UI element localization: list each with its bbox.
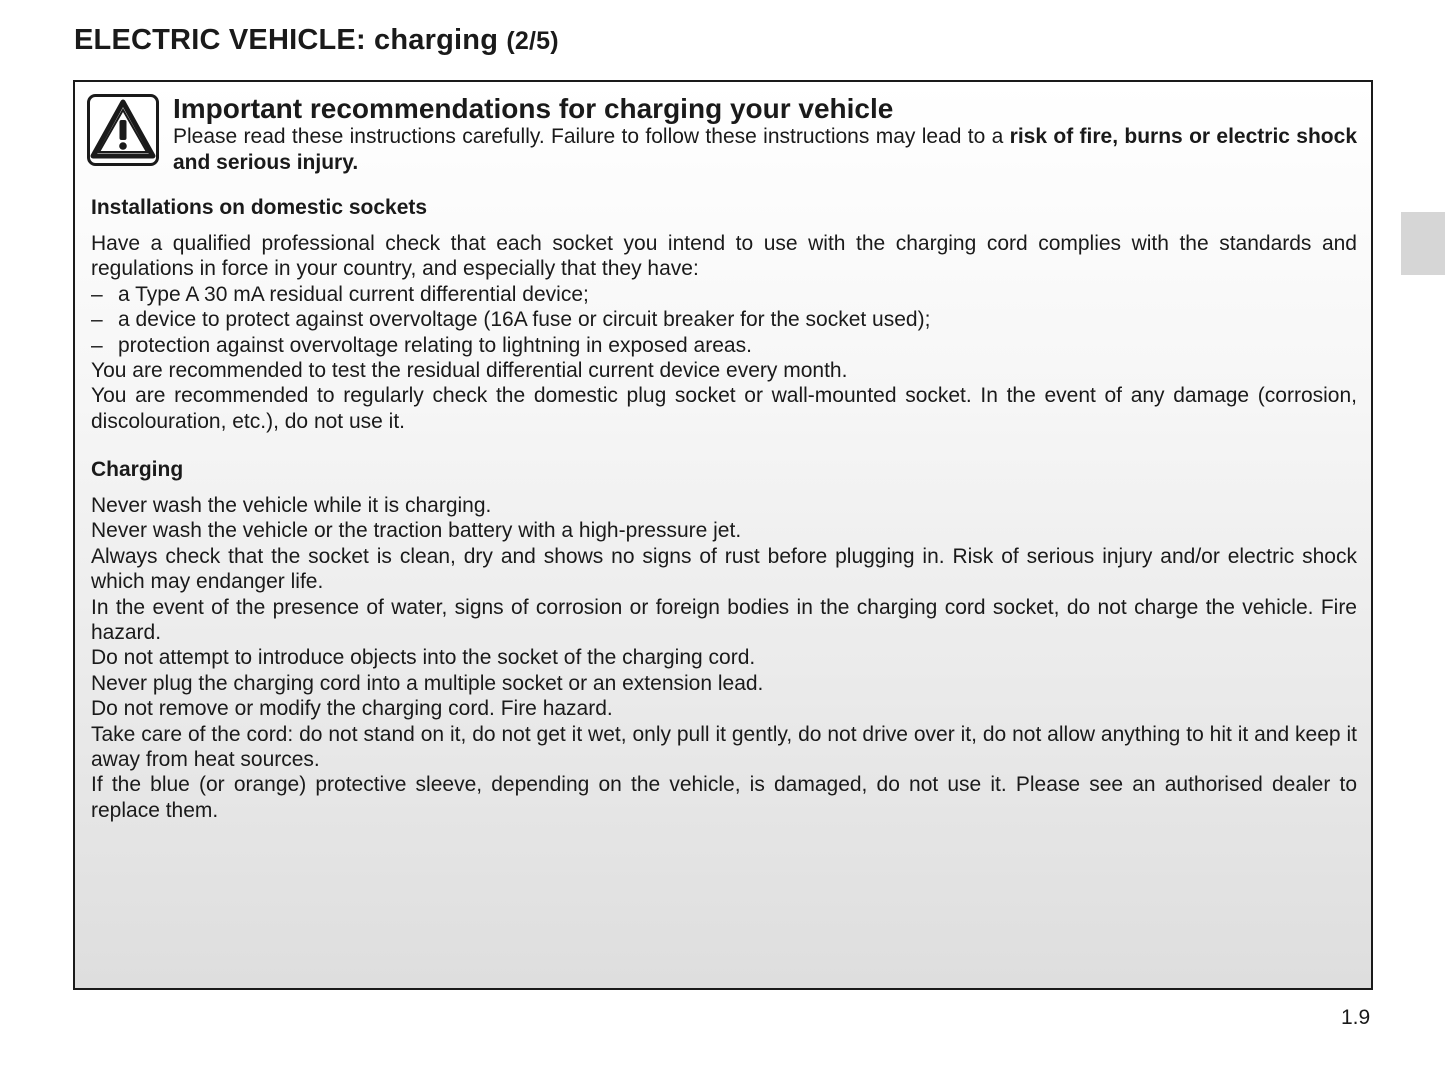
paragraph: In the event of the presence of water, signs of corrosion or foreign bodies in the charging cord socket, do not charge the vehicle. Fire hazard. bbox=[91, 595, 1357, 645]
section-domestic-sockets bbox=[91, 195, 1357, 434]
paragraph: Take care of the cord: do not stand on it, do not get it wet, only pull it gently, do not drive over it, do not allow anything to hit it and keep it away from heat sources. bbox=[91, 722, 1357, 772]
warning-intro-text: Please read these instructions carefully. Failure to follow these instructions may lead to a bbox=[173, 125, 1010, 148]
paragraph: Have a qualified professional check that each socket you intend to use with the charging cord complies with the standards and regulations in force in your country, and especially that they have: bbox=[91, 232, 1357, 281]
list-item: – protection against overvoltage relating to lightning in exposed areas. bbox=[91, 333, 1357, 358]
page-title-main: ELECTRIC VEHICLE: charging bbox=[74, 24, 499, 56]
warning-intro bbox=[173, 124, 1357, 176]
list-item: – a Type A 30 mA residual current differential device; bbox=[91, 282, 1357, 307]
paragraph: Do not attempt to introduce objects into the socket of the charging cord. bbox=[91, 646, 756, 670]
warning-intro-risk: risk of fire, burns or electric shock and serious injury. bbox=[173, 125, 1357, 174]
chapter-tab bbox=[1401, 212, 1445, 275]
paragraph: You are recommended to regularly check the domestic plug socket or wall-mounted socket. In the event of any damage (corrosion, discolouration, etc.), do not use it. bbox=[91, 384, 1357, 433]
page-title bbox=[74, 24, 559, 57]
page-title-part: (2/5) bbox=[506, 27, 559, 55]
section-body bbox=[91, 493, 1357, 823]
paragraph: Never wash the vehicle or the traction battery with a high-pressure jet. bbox=[91, 519, 742, 543]
page-number: 1.9 bbox=[1341, 1006, 1371, 1029]
section-heading: Installations on domestic sockets bbox=[91, 196, 428, 219]
list-item: – a device to protect against overvoltage (16A fuse or circuit breaker for the socket used); bbox=[91, 307, 1357, 332]
section-body bbox=[91, 231, 1357, 434]
section-charging bbox=[91, 457, 1357, 823]
section-heading: Charging bbox=[91, 458, 184, 481]
warning-triangle-icon bbox=[87, 94, 159, 166]
paragraph: Never wash the vehicle while it is charging. bbox=[91, 494, 492, 517]
paragraph: Never plug the charging cord into a multiple socket or an extension lead. bbox=[91, 671, 764, 695]
warning-box bbox=[73, 80, 1373, 990]
paragraph: Do not remove or modify the charging cord. Fire hazard. bbox=[91, 697, 613, 721]
paragraph: You are recommended to test the residual differential current device every month. bbox=[91, 359, 848, 383]
warning-heading: Important recommendations for charging your vehicle bbox=[173, 93, 894, 124]
paragraph: Always check that the socket is clean, dry and shows no signs of rust before plugging in. Risk of serious injury and/or electric shock which may endanger life. bbox=[91, 544, 1357, 594]
paragraph: If the blue (or orange) protective sleeve, depending on the vehicle, is damaged, do not use it. Please see an authorised dealer to replace them. bbox=[91, 773, 1357, 822]
